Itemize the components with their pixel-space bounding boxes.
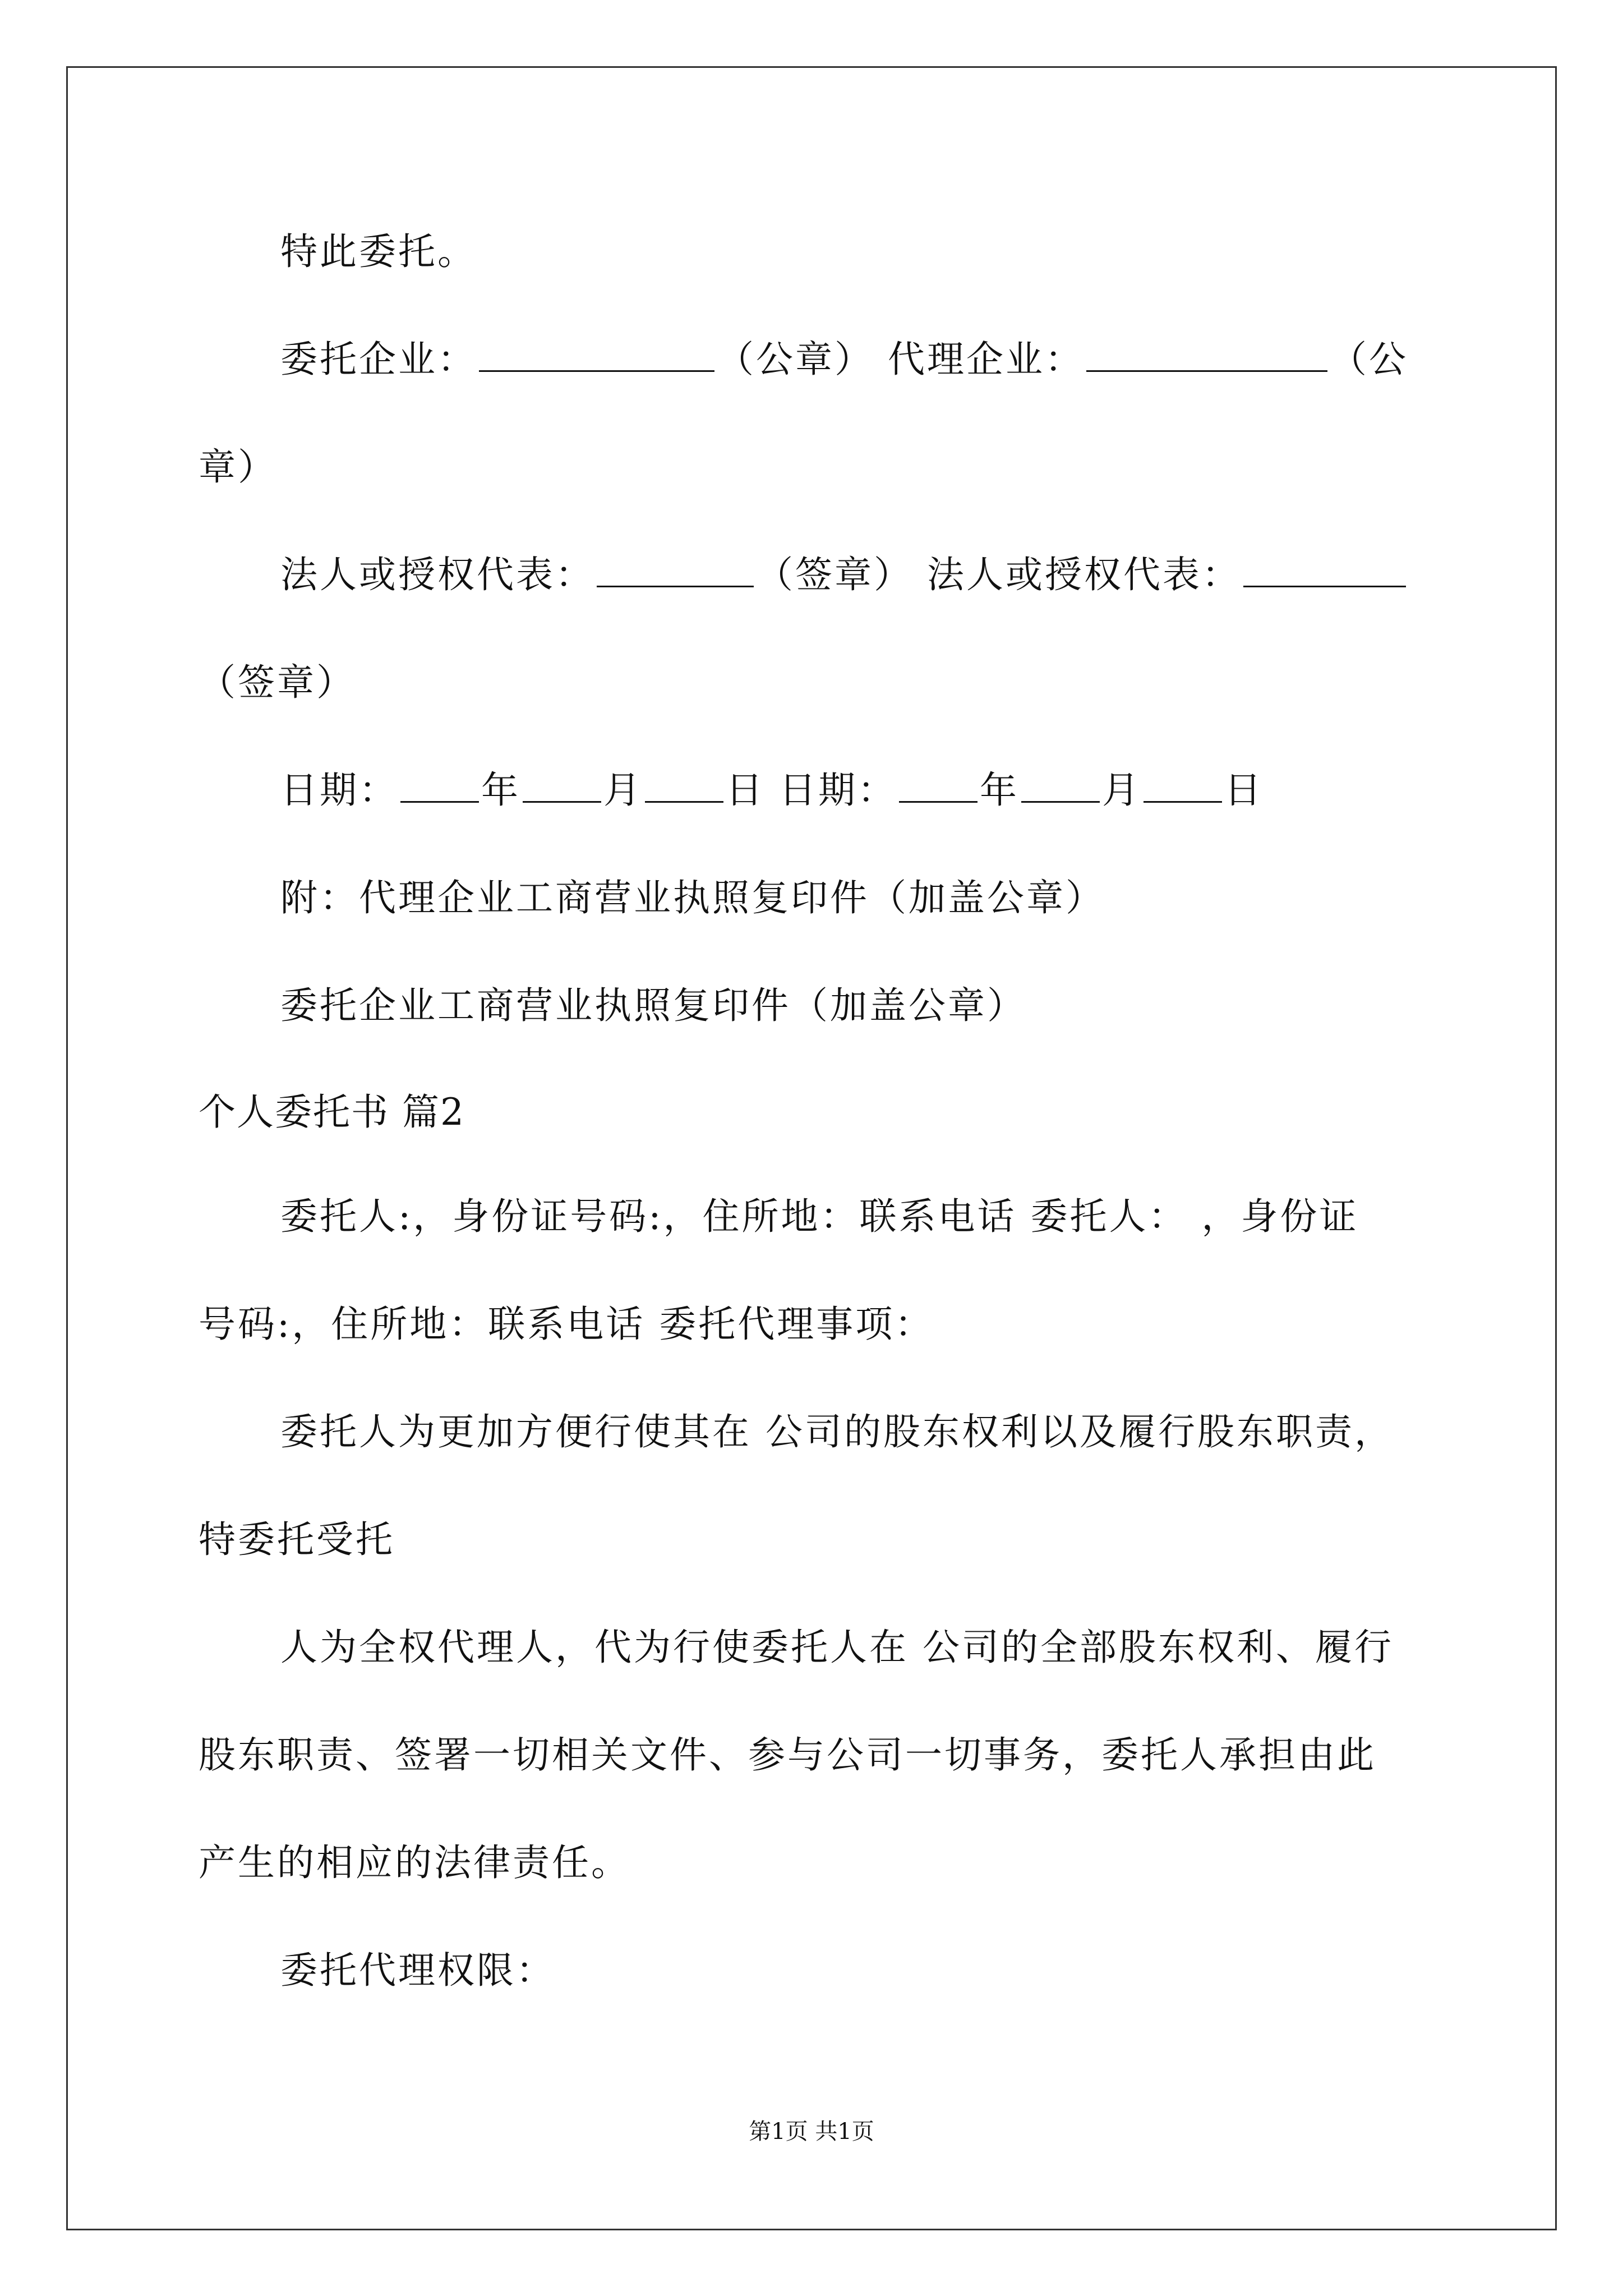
paragraph-line: [280, 1410, 1394, 1453]
agent-company-label: （公章） 代理企业：: [717, 338, 1084, 381]
representative-blank-1[interactable]: [597, 582, 754, 587]
paragraph-line: [280, 1949, 555, 1992]
date-label-1: 日期：: [280, 769, 398, 812]
year-label-1: 年: [481, 769, 520, 812]
paragraph-text: 人为全权代理人，代为行使委托人在 公司的全部股东权利、履行: [280, 1626, 1394, 1669]
paragraph-line: [280, 1626, 1394, 1669]
signature-wrap-end-text: （签章）: [199, 661, 356, 704]
page-number: 第1页 共1页: [749, 2119, 874, 2145]
page-footer: [0, 2120, 1623, 2143]
paragraph-text: 股东职责、签署一切相关文件、参与公司一切事务，委托人承担由此: [199, 1733, 1376, 1777]
day-label-2: 日: [1224, 769, 1264, 812]
attachment-text-1: 附：代理企业工商营业执照复印件（加盖公章）: [280, 876, 1105, 919]
section-heading-text: 个人委托书 篇2: [199, 1091, 465, 1134]
representative-label-2: （签章） 法人或授权代表：: [756, 553, 1241, 596]
seal-wrap-end-text: 章）: [199, 445, 277, 489]
paragraph-line: [199, 1841, 630, 1884]
year-label-2: 年: [979, 769, 1019, 812]
attachment-text-2: 委托企业工商营业执照复印件（加盖公章）: [280, 984, 1026, 1027]
paragraph-line: [199, 1303, 934, 1346]
attachment-line-2: [280, 984, 1026, 1027]
representative-blank-2[interactable]: [1243, 582, 1406, 587]
closing-phrase-text: 特此委托。: [280, 230, 477, 273]
paragraph-text: 委托代理权限：: [280, 1949, 555, 1992]
signature-wrap-end: [199, 661, 356, 704]
year-blank-1[interactable]: [400, 798, 479, 803]
company-signature-line: [280, 338, 1408, 381]
month-label-2: 月: [1101, 769, 1141, 812]
paragraph-text: 委托人:，身份证号码:，住所地：联系电话 委托人： ，身份证: [280, 1195, 1359, 1238]
representative-signature-line: [280, 553, 1408, 596]
month-label-1: 月: [603, 769, 643, 812]
day-blank-2[interactable]: [1144, 798, 1222, 803]
page-border: [66, 66, 1557, 2230]
year-blank-2[interactable]: [899, 798, 978, 803]
section-heading: [199, 1091, 465, 1134]
seal-wrap-start: （公: [1329, 338, 1408, 381]
day-blank-1[interactable]: [645, 798, 723, 803]
entrusting-company-label: 委托企业：: [280, 338, 477, 381]
month-blank-2[interactable]: [1021, 798, 1100, 803]
closing-phrase: [280, 230, 477, 273]
month-blank-1[interactable]: [523, 798, 601, 803]
paragraph-text: 号码:，住所地：联系电话 委托代理事项：: [199, 1303, 934, 1346]
paragraph-line: [280, 1195, 1359, 1238]
entrusting-company-blank[interactable]: [479, 367, 714, 372]
seal-wrap-end: [199, 445, 277, 489]
paragraph-line: [199, 1518, 395, 1561]
paragraph-text: 委托人为更加方便行使其在 公司的股东权利以及履行股东职责，: [280, 1410, 1394, 1453]
paragraph-text: 产生的相应的法律责任。: [199, 1841, 630, 1884]
agent-company-blank[interactable]: [1086, 367, 1327, 372]
attachment-line-1: [280, 876, 1105, 919]
paragraph-text: 特委托受托: [199, 1518, 395, 1561]
representative-label-1: 法人或授权代表：: [280, 553, 594, 596]
paragraph-line: [199, 1733, 1376, 1777]
date-label-2: 日 日期：: [726, 769, 897, 812]
date-line: [280, 769, 1264, 812]
